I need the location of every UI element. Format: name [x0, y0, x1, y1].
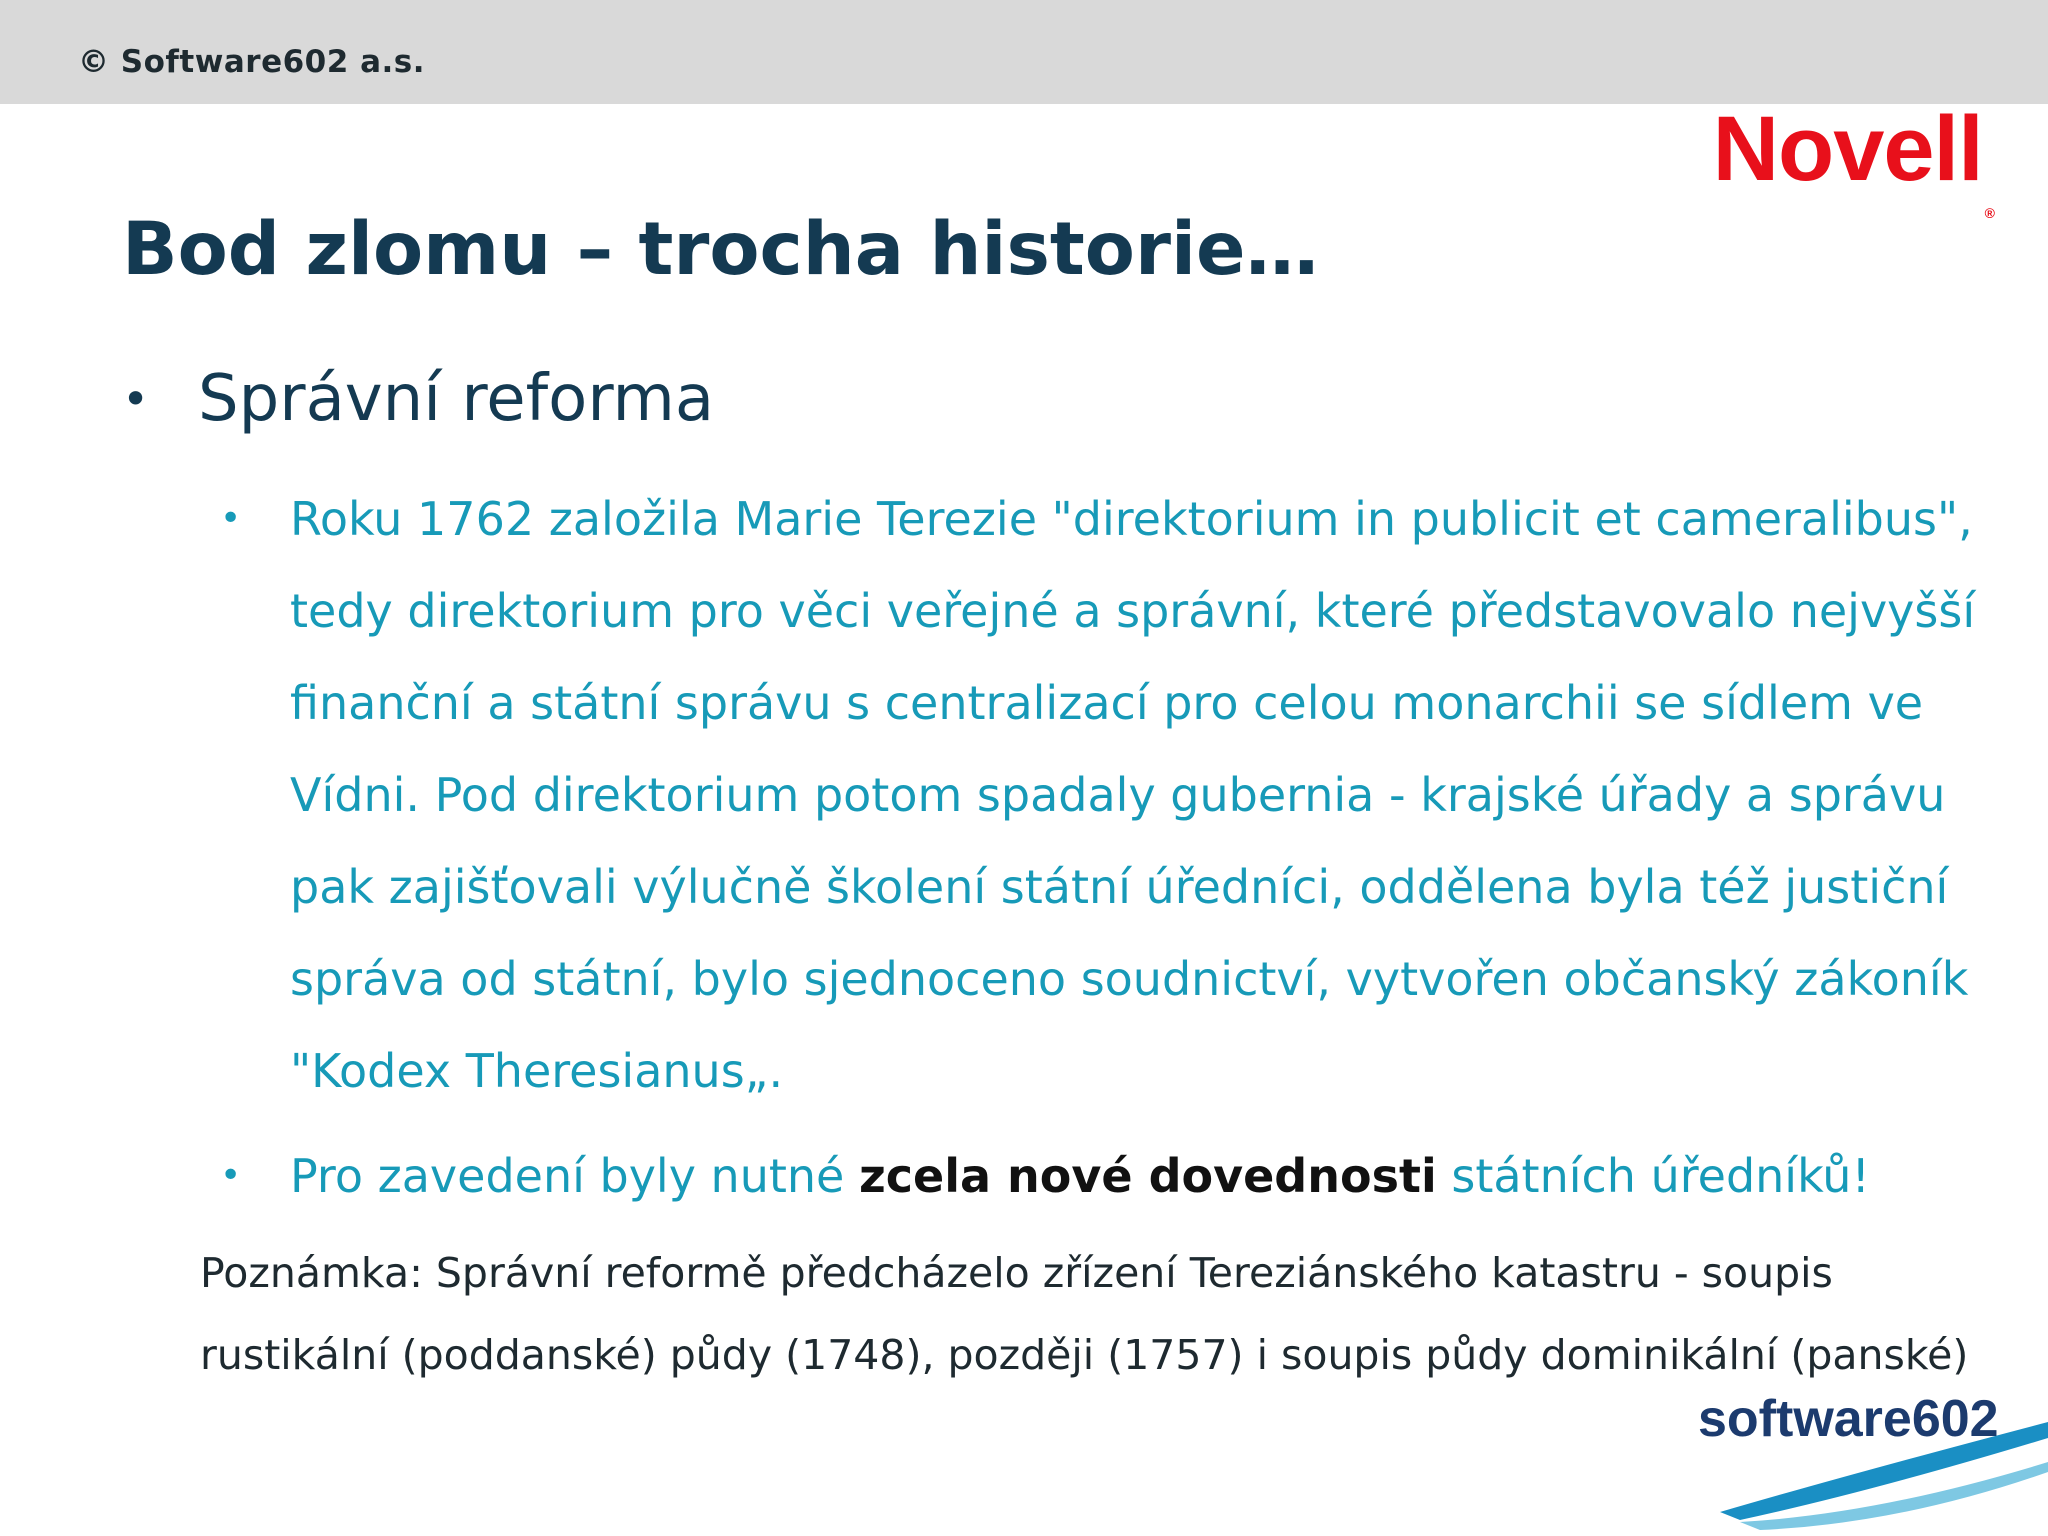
sub-bullet-text [290, 1130, 1990, 1222]
bullet-text: Správní reforma [198, 362, 715, 436]
sub-bullet-text-end: státních úředníků! [1436, 1149, 1870, 1203]
software602-logo [1680, 1362, 2048, 1536]
sub-bullet-dot: • [220, 1155, 242, 1196]
novell-logo-text: Novell [1712, 98, 1983, 200]
bullet-dot: • [122, 372, 150, 426]
sub-bullet-text: Roku 1762 založila Marie Terezie "direktorium in publicit et cameralibus", tedy direktorium pro věci veřejné a správní, které představovalo nejvyšší finanční a státní správu s centralizací pro celou monarchii se sídlem ve Vídni. Pod direktorium potom spadaly gubernia - krajské úřady a správu pak zajišťovali výlučně školení státní úředníci, oddělena byla též justiční správa od státní, bylo sjednoceno soudnictví, vytvořen občanský zákoník "Kodex Theresianus„. [290, 492, 1976, 1098]
note-text: Poznámka: Správní reformě předcházelo zřízení Tereziánského katastru - soupis rustikální (poddanské) půdy (1748), později (1757) i soupis půdy dominikální (panské) [200, 1249, 1969, 1379]
sub-bullet-text-start: Pro zavedení byly nutné [290, 1149, 859, 1203]
sub-bullet-emphasis: zcela nové dovednosti [858, 1149, 1437, 1203]
software602-logo-text: software602 [1698, 1390, 1999, 1448]
sub-bullet-item [220, 473, 1990, 1117]
novell-registered-mark: ® [1984, 205, 1994, 221]
copyright-text: © Software602 a.s. [78, 44, 426, 80]
novell-logo [1712, 98, 1994, 221]
sub-bullet-dot: • [220, 498, 242, 539]
sub-bullet-item [220, 1130, 1990, 1222]
slide-title: Bod zlomu – trocha historie… [122, 207, 1319, 292]
top-bar [0, 0, 2048, 104]
